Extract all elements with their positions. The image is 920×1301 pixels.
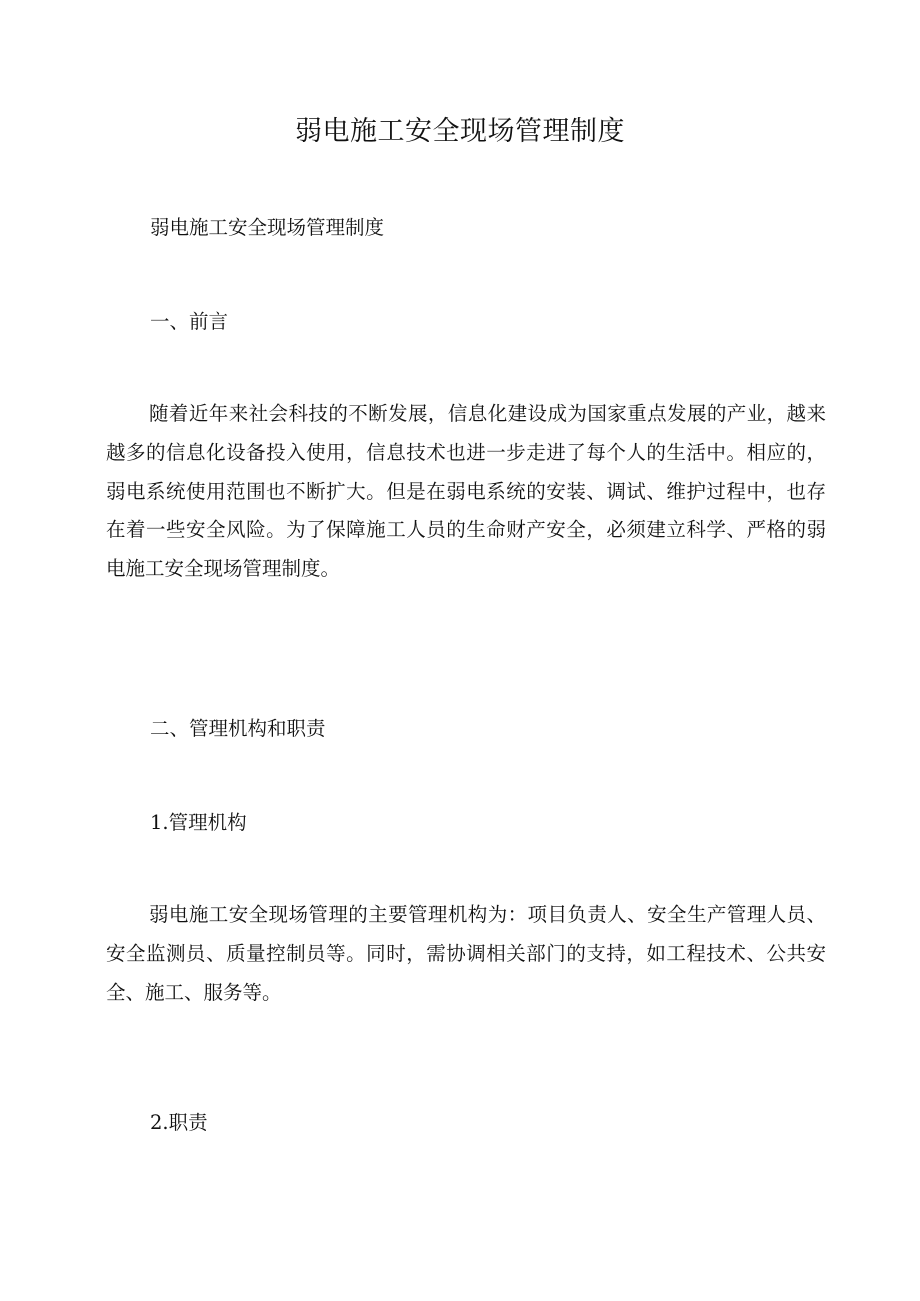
section-heading-preface: 一、前言 [150, 310, 229, 333]
management-body-paragraph: 弱电施工安全现场管理的主要管理机构为：项目负责人、安全生产管理人员、安全监测员、质量控制员等。同时，需协调相关部门的支持，如工程技术、公共安全、施工、服务等。 [106, 903, 826, 1004]
document-subtitle: 弱电施工安全现场管理制度 [150, 216, 385, 239]
section-heading-organization: 二、管理机构和职责 [150, 717, 326, 740]
document-title: 弱电施工安全现场管理制度 [295, 116, 625, 147]
preface-paragraph: 随着近年来社会科技的不断发展，信息化建设成为国家重点发展的产业，越来越多的信息化设备投入使用，信息技术也进一步走进了每个人的生活中。相应的，弱电系统使用范围也不断扩大。但是在弱电系统的安装、调试、维护过程中，也存在着一些安全风险。为了保障施工人员的生命财产安全，必须建立科学、严格的弱电施工安全现场管理制度。 [106, 402, 826, 581]
subsection-heading-duties: 2.职责 [150, 1111, 208, 1134]
subsection-heading-management-body: 1.管理机构 [150, 811, 247, 834]
